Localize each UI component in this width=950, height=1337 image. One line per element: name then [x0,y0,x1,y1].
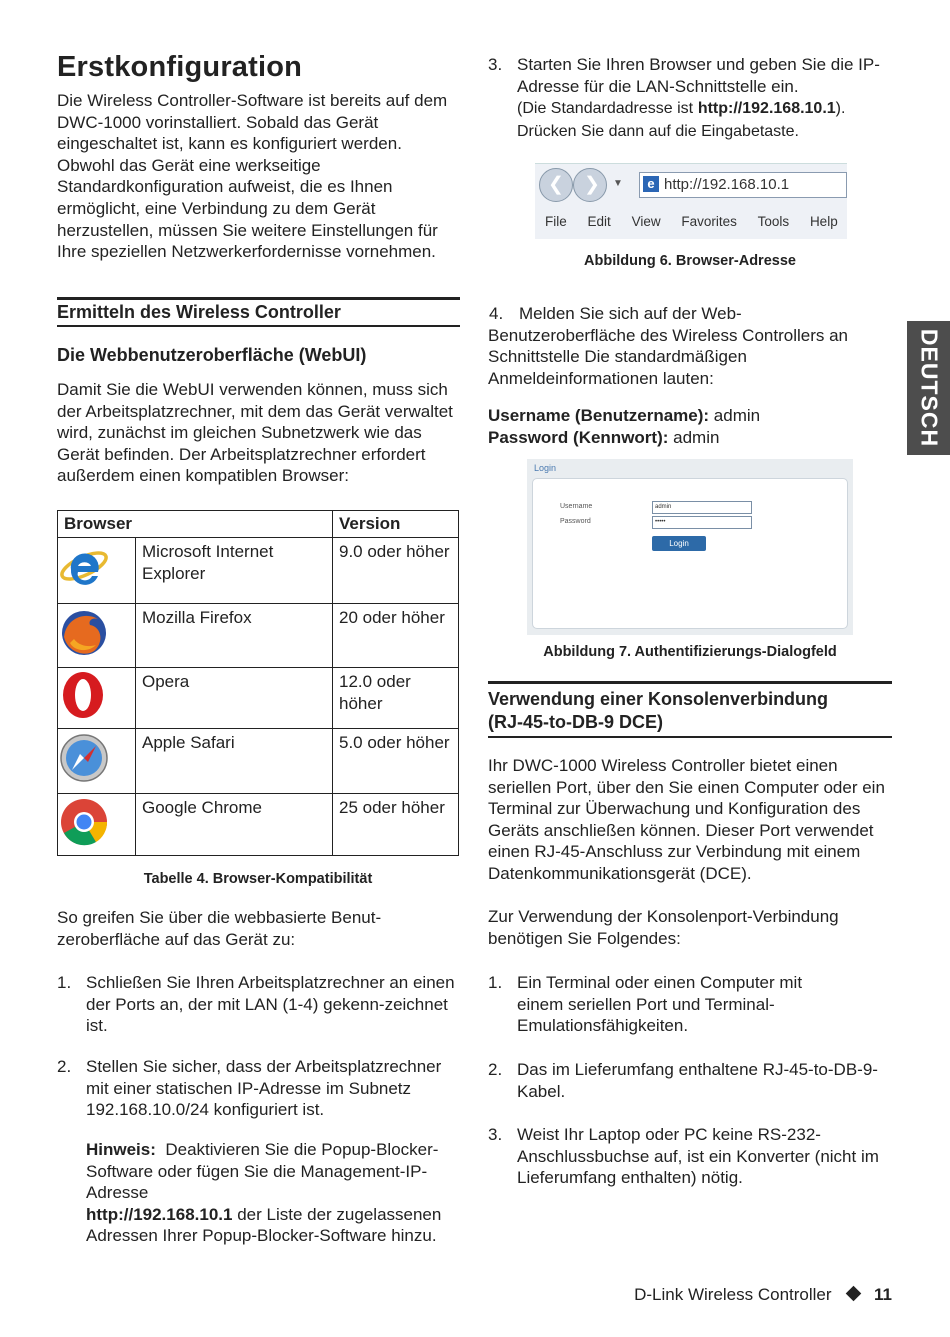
intro-paragraph: Die Wireless Controller-Software ist bereits auf dem DWC-1000 vorinstalliert. Sobald das Gerät eingeschaltet ist, kann es konfiguriert werden. Obwohl das Gerät eine werkseitige Standardkonfiguration aufweist, die es Ihnen ermöglicht, eine Verbindung zu dem Gerät herzustellen, müssen Sie weitere Einstellungen für Ihre speziellen Netzwerkerfordernisse vornehmen. [57,91,448,262]
access-paragraph: So greifen Sie über die webbasierte Benut-zeroberfläche auf das Gerät zu: [57,908,382,949]
console-heading: Verwendung einer Konsolenverbindung (RJ-45-to-DB-9 DCE) [488,689,829,732]
browser-name: Microsoft Internet Explorer [136,538,333,604]
console-rule-bottom [488,736,892,738]
chrome-icon [58,794,136,856]
console-paragraph: Ihr DWC-1000 Wireless Controller bietet einen seriellen Port, über den Sie einen Computer oder ein Terminal zur Überwachung und Konfiguration des Geräts anschließen können. Dieser Port verwendet einen RJ-45-Anschluss zur Verbindung mit einem Datenkommunikationsgerät (DCE). [488,756,885,883]
menu-help[interactable]: Help [809,214,838,229]
browser-menubar [545,214,838,229]
username-field-label: Username [560,503,593,510]
list-item: 1. Ein Terminal oder einen Computer mit einem seriellen Port und Terminal-Emulationsfähigkeiten. [488,973,803,1036]
need-paragraph: Zur Verwendung der Konsolenport-Verbindung benötigen Sie Folgendes: [488,907,839,948]
table-row [58,794,459,856]
subheading-webui: Die Webbenutzeroberfläche (WebUI) [57,345,367,365]
browser-version: 20 oder höher [333,604,459,668]
section-rule-top [57,297,460,300]
browser-version: 25 oder höher [333,794,459,856]
back-button[interactable]: ❮ [539,168,573,202]
menu-tools[interactable]: Tools [757,214,790,229]
section-rule-bottom [57,325,460,327]
login-button[interactable]: Login [652,536,706,551]
browser-compatibility-table [57,510,459,856]
browser-name: Mozilla Firefox [136,604,333,668]
password-field-label: Password [560,518,591,525]
header-browser: Browser [58,511,333,538]
table-row [58,729,459,794]
username-value: admin [713,406,761,425]
console-rule-top [488,681,892,684]
address-bar[interactable] [639,172,847,198]
footer [560,1285,892,1305]
safari-icon [58,729,136,794]
language-tab: DEUTSCH [907,321,950,455]
menu-favorites[interactable]: Favorites [681,214,737,229]
browser-name: Google Chrome [136,794,333,856]
default-url: http://192.168.10.1 [697,100,836,118]
browser-version: 5.0 oder höher [333,729,459,794]
login-panel [532,478,848,629]
page-title: Erstkonfiguration [57,51,303,83]
menu-file[interactable]: File [545,214,567,229]
firefox-icon [58,604,136,668]
password-label: Password (Kennwort): [488,427,669,447]
menu-edit[interactable]: Edit [587,214,611,229]
forward-button[interactable]: ❯ [573,168,607,202]
note-url: http://192.168.10.1 [86,1204,233,1224]
figure-6-caption: Abbildung 6. Browser-Adresse [584,253,796,269]
browser-name: Apple Safari [136,729,333,794]
note-label: Hinweis: [86,1140,156,1159]
list-item: 3. Starten Sie Ihren Browser und geben Sie die IP-Adresse für die LAN-Schnittstelle ein. (Die Standardadresse ist http://192.168.10.1). Drücken Sie dann auf die Eingabetaste. [488,55,880,140]
username-label: Username (Benutzername): [488,406,710,425]
username-input[interactable]: admin [652,501,752,514]
list-item: 2. Stellen Sie sicher, dass der Arbeitsplatzrechner mit einer statischen IP-Adresse im Subnetz 192.168.10.0/24 konfiguriert ist. [57,1057,442,1120]
credentials [488,405,888,448]
list-item: 2. Das im Lieferumfang enthaltene RJ-45-to-DB-9-Kabel. [488,1060,878,1101]
login-dialog-screenshot [527,459,853,635]
table-row [58,538,459,604]
figure-7-caption: Abbildung 7. Authentifizierungs-Dialogfeld [543,644,837,660]
password-value: admin [673,427,720,447]
menu-view[interactable]: View [631,214,661,229]
login-title: Login [534,463,557,473]
table-caption: Tabelle 4. Browser-Kompatibilität [143,871,373,887]
note-block: Hinweis: Deaktivieren Sie die Popup-Blocker-Software oder fügen Sie die Management-IP-Adresse http://192.168.10.1 der Liste der zugelassenen Adressen Ihrer Popup-Blocker-Software hinzu. [86,1140,442,1246]
footer-text: D-Link Wireless Controller [634,1285,832,1304]
header-version: Version [333,511,459,538]
table-row [58,604,459,668]
browser-name: Opera [136,668,333,729]
opera-icon [58,668,136,729]
list-item: 4. Melden Sie sich auf der Web-Benutzeroberfläche des Wireless Controllers an Schnittstelle Die standardmäßigen Anmeldeinformationen lauten: [488,304,849,388]
table-row [58,668,459,729]
browser-version: 9.0 oder höher [333,538,459,604]
webui-paragraph: Damit Sie die WebUI verwenden können, muss sich der Arbeitsplatzrechner, mit dem das Gerät verwaltet wird, zunächst im gleichen Subnetzwerk wie das Gerät befinden. Der Arbeitsplatzrechner erfordert außerdem einen kompatiblen Browser: [57,380,453,486]
table-header-row [58,511,459,538]
password-input[interactable]: ••••• [652,516,752,529]
section-heading: Ermitteln des Wireless Controller [57,302,341,322]
list-item: 3. Weist Ihr Laptop oder PC keine RS-232-Anschlussbuchse auf, ist ein Konverter (nicht im Lieferumfang enthalten) nötig. [488,1125,879,1188]
internet-explorer-icon [58,538,136,604]
browser-version: 12.0 oder höher [333,668,459,729]
browser-screenshot [535,163,847,239]
list-item: 1. Schließen Sie Ihren Arbeitsplatzrechner an einen der Ports an, der mit LAN (1-4) gekenn-zeichnet ist. [57,973,455,1036]
history-dropdown-icon[interactable]: ▼ [613,178,623,189]
diamond-icon [846,1286,862,1302]
ie-page-icon: e [643,176,659,192]
address-text: http://192.168.10.1 [664,176,790,193]
page-number: 11 [874,1285,892,1304]
